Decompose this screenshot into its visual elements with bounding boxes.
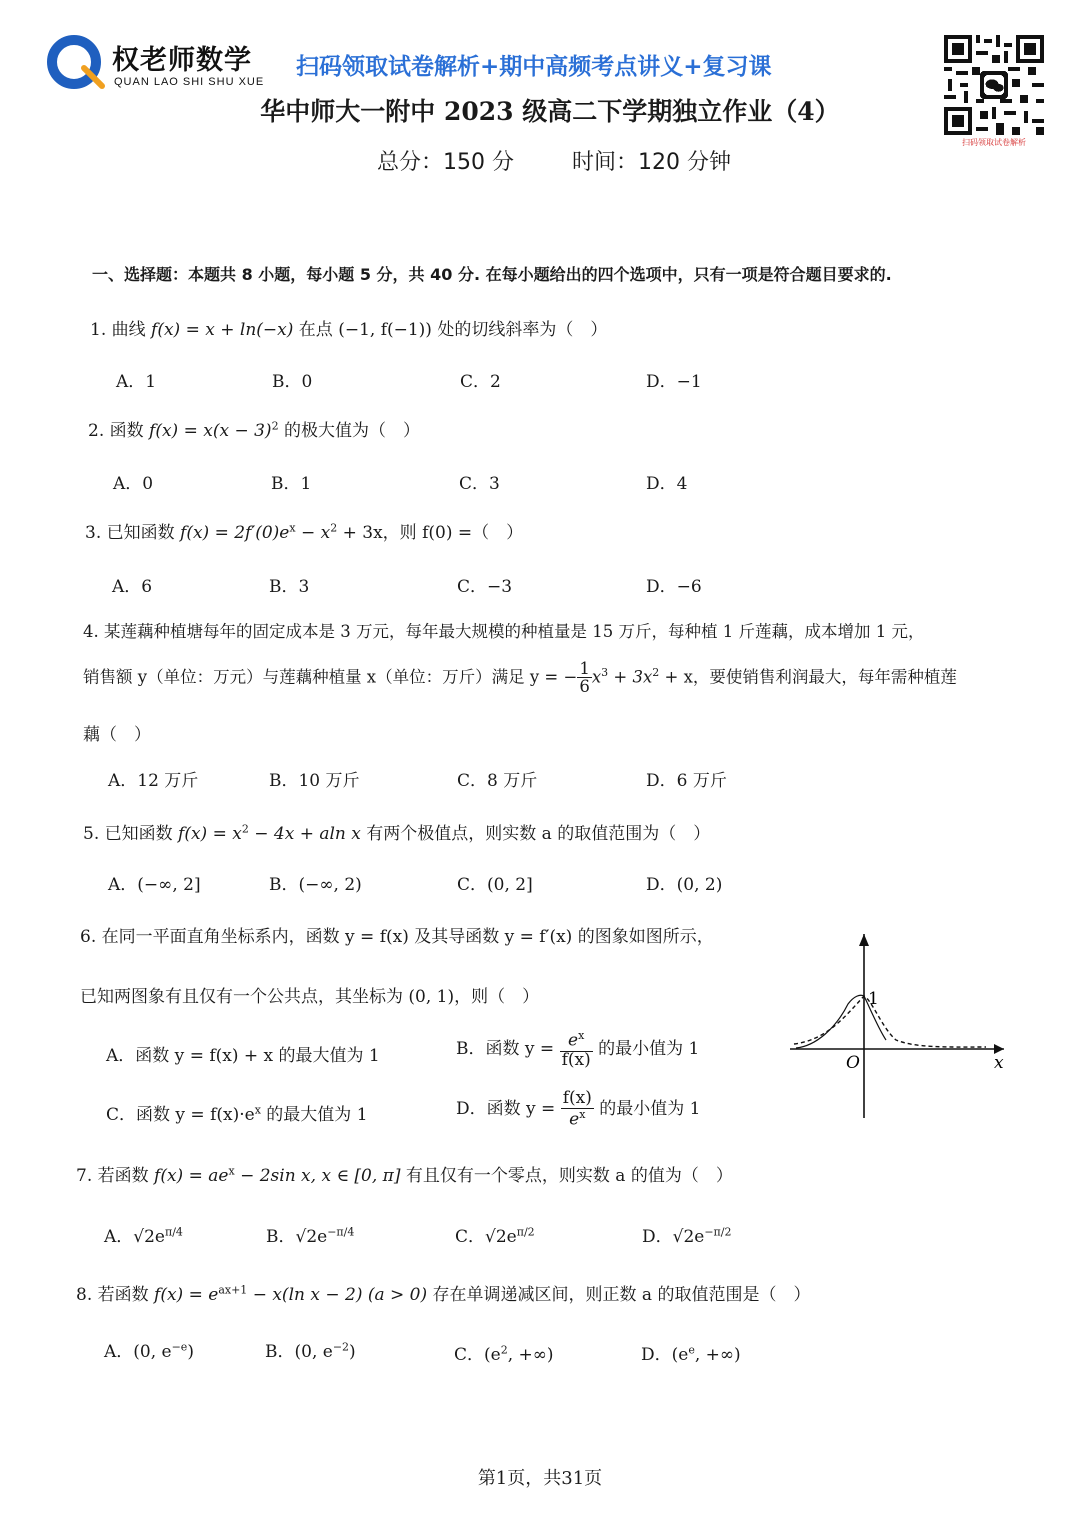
option-text: B．函数 y = [456,1039,555,1060]
question-text: 在点 [298,320,333,340]
option-text: D．函数 y = [456,1099,556,1120]
option-b: B．3 [269,577,310,597]
option-d: D．4 [646,474,688,494]
option-text: B．(0, e [265,1342,333,1362]
question-5 [83,819,710,844]
exponent: x [578,1029,585,1042]
option-c: C．2 [460,372,501,392]
option-b [456,1030,699,1069]
option-text: A．(0, e [104,1342,172,1362]
question-text: 某莲藕种植塘每年的固定成本是 3 万元，每年最大规模的种植量是 15 万斤，每种植 1 斤莲藕，成本增加 1 元， [104,622,925,641]
question-text: 有且仅有一个零点，则实数 a 的值为（ ） [405,1166,733,1186]
option-b: B．(−∞, 2) [269,875,362,895]
option-a [104,1222,183,1247]
graph-label-origin: O [846,1053,860,1073]
question-text: 的极大值为（ ） [283,421,420,441]
curve-f [794,996,986,1047]
option-a: A．0 [113,474,154,494]
function-graph [786,928,1012,1123]
exponent: 2 [330,521,338,535]
formula: − x [295,523,331,543]
option-text: C．√2e [455,1227,517,1247]
option-c: C．(0, 2] [457,875,533,895]
option-text: 的最小值为 1 [599,1099,701,1120]
question-text: 处的切线斜率为（ ） [437,320,608,340]
formula: f(x) = x(x − 3) [149,421,272,441]
formula: e [569,1109,580,1130]
question-3 [85,518,523,543]
numerator: f(x) [562,1088,592,1108]
option-c: C．8 万斤 [457,771,538,791]
qr-caption: 扫码领取试卷解析 [962,138,1026,147]
exponent: −2 [332,1340,350,1354]
question-number: 4. [83,622,99,641]
option-text: C．函数 y = f(x)·e [106,1105,255,1125]
formula: f(x) = 2f′(0)e [180,523,290,543]
question-text: 已知函数 [104,824,173,844]
option-text: D．√2e [642,1227,705,1247]
fraction [577,660,592,696]
question-number: 2. [88,421,105,441]
numerator: 1 [579,659,590,678]
question-6 [80,922,714,947]
exponent: 2 [500,1343,508,1357]
question-8 [76,1280,810,1305]
question-4 [83,618,924,642]
page-footer: 第1页，共31页 [477,1468,603,1489]
question-number: 3. [85,523,102,543]
exponent: x [289,521,296,535]
exponent: x [579,1107,586,1121]
formula: f(x) = e [154,1285,219,1305]
formula: x [591,667,602,687]
question-text: 已知函数 [106,523,175,543]
option-text: ) [349,1342,356,1362]
option-c [106,1100,368,1125]
exponent: −π/2 [704,1225,732,1239]
option-text: B．√2e [266,1227,328,1247]
option-d: D．6 万斤 [646,771,727,791]
formula: (−1, f(−1)) [338,320,432,340]
exponent: 2 [241,822,249,836]
graph-label-one: 1 [868,989,879,1009]
question-text: + x，要使销售利润最大，每年需种植莲 [659,667,957,687]
total-score: 总分：150 分 [377,150,514,175]
question-7 [76,1161,733,1186]
option-a: A．1 [116,372,157,392]
brand-logo-icon [44,30,114,94]
question-text: 销售额 y（单位：万元）与莲藕种植量 x（单位：万斤）满足 y = − [83,667,578,687]
question-text: 若函数 [97,1166,149,1186]
option-c: C．−3 [457,577,513,597]
option-d: D．(0, 2) [646,875,723,895]
question-number: 5. [83,824,100,844]
option-a: A．12 万斤 [108,771,199,791]
formula: f(x) = x + ln(−x) [151,320,294,340]
question-text: 在同一平面直角坐标系内，函数 y = f(x) 及其导函数 y = f′(x) 的图象如图所示， [101,927,714,947]
question-2 [88,416,420,441]
exponent: 3 [601,665,609,679]
promo-banner: 扫码领取试卷解析+期中高频考点讲义+复习课 [296,54,772,80]
question-text: 若函数 [97,1285,149,1305]
question-1 [90,315,607,340]
option-text: D．(e [641,1345,689,1365]
formula: − x(ln x − 2) (a > 0) [247,1285,428,1305]
question-4-line-3: 藕（ ） [83,725,151,745]
formula: f(x) = ae [154,1166,229,1186]
exponent: π/2 [516,1225,535,1239]
exponent: 2 [652,665,660,679]
exponent: −e [171,1340,188,1354]
option-a [104,1337,194,1362]
option-a: A．函数 y = f(x) + x 的最大值为 1 [106,1046,380,1066]
option-d: D．−6 [646,577,702,597]
question-number: 6. [80,927,97,947]
exponent: e [688,1343,695,1357]
question-number: 1. [90,320,107,340]
brand-name: 权老师数学 [112,45,252,76]
option-text: A．√2e [104,1227,165,1247]
question-number: 8. [76,1285,93,1305]
section-heading: 一、选择题：本题共 8 小题，每小题 5 分，共 40 分. 在每小题给出的四个选项中，只有一项是符合题目要求的. [92,265,892,284]
option-b: B．0 [272,372,313,392]
option-text: , +∞) [694,1345,741,1365]
formula: + 3x，则 f(0) =（ ） [337,523,524,543]
formula: − 4x + aln x [248,824,361,844]
option-a: A．6 [112,577,153,597]
option-b [265,1337,356,1362]
brand-pinyin: QUAN LAO SHI SHU XUE [114,76,265,88]
exponent: x [228,1164,235,1178]
formula: + 3x [608,667,653,687]
option-text: , +∞) [507,1345,554,1365]
option-d [641,1340,741,1365]
time-limit: 时间：120 分钟 [572,150,731,175]
option-text: C．(e [454,1345,501,1365]
question-text: 存在单调递减区间，则正数 a 的取值范围是（ ） [432,1285,811,1305]
exponent: π/4 [165,1225,183,1239]
formula: f(x) = x [178,824,242,844]
option-d [642,1222,732,1247]
question-text: 曲线 [111,320,146,340]
exponent: −π/4 [327,1225,355,1239]
question-text: 有两个极值点，则实数 a 的取值范围为（ ） [366,824,711,844]
option-a: A．(−∞, 2] [108,875,201,895]
y-axis-arrow-icon [859,934,869,946]
exponent: ax+1 [218,1283,248,1297]
denominator: 6 [579,677,590,697]
option-b: B．1 [271,474,312,494]
option-c [454,1340,554,1365]
option-text: 的最小值为 1 [598,1039,700,1060]
denominator: f(x) [561,1049,591,1070]
graph-label-x: x [994,1053,1004,1073]
option-text: 的最大值为 1 [260,1105,368,1125]
fraction [561,1090,594,1129]
option-c: C．3 [459,474,500,494]
numerator [560,1030,593,1052]
exponent: x [254,1103,261,1117]
question-6-line-2: 已知两图象有且仅有一个公共点，其坐标为 (0, 1)，则（ ） [80,987,540,1007]
option-d [456,1090,701,1129]
denominator [561,1109,594,1130]
option-b: B．10 万斤 [269,771,360,791]
formula: e [568,1030,579,1051]
exam-title: 华中师大一附中 2023 级高二下学期独立作业（4） [260,97,840,126]
question-text: 函数 [109,421,144,441]
option-c [455,1222,535,1247]
question-4-line-2 [83,660,957,696]
fraction [560,1030,593,1069]
option-b [266,1222,354,1247]
question-number: 7. [76,1166,93,1186]
option-text: ) [187,1342,194,1362]
option-d: D．−1 [646,372,702,392]
formula: − 2sin x, x ∈ [0, π] [234,1166,401,1186]
exponent: 2 [271,419,279,433]
